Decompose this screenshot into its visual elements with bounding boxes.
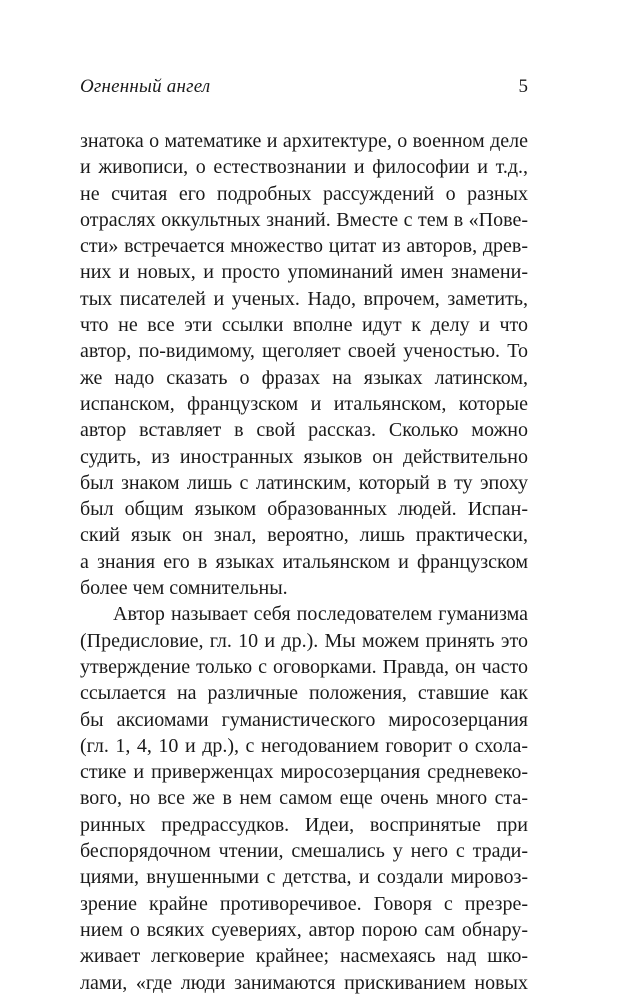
page-number: 5	[518, 76, 528, 97]
text-line: них и новых, и просто упоминаний имен знамени-	[80, 261, 528, 284]
text-line: что не все эти ссылки вполне идут к делу и что	[80, 314, 528, 337]
text-line: более чем сомнительны.	[80, 577, 288, 600]
text-line: сти» встречается множество цитат из авторов, древ-	[80, 235, 528, 258]
text-line: бы аксиомами гуманистического миросозерцания	[80, 708, 528, 731]
text-line: Автор называет себя последователем гуманизма	[113, 603, 528, 626]
text-line: тых писателей и ученых. Надо, впрочем, заметить,	[80, 287, 528, 310]
text-line: же надо сказать о фразах на языках латинском,	[80, 366, 528, 389]
text-line: автор вставляет в свой рассказ. Сколько можно	[80, 419, 528, 442]
text-line: нием о всяких суевериях, автор порою сам обнару-	[80, 918, 528, 941]
text-line: ссылается на различные положения, ставшие как	[80, 682, 528, 705]
running-head	[80, 76, 528, 100]
text-line: (гл. 1, 4, 10 и др.), с негодованием говорит о схола-	[80, 734, 528, 757]
paragraph-2	[80, 601, 528, 995]
text-line: ринных предрассудков. Идеи, воспринятые при	[80, 813, 528, 836]
text-line: автор, по-видимому, щеголяет своей ученостью. То	[80, 340, 528, 363]
text-line: циями, внушенными с детства, и создали мировоз-	[80, 866, 528, 889]
body-text	[80, 128, 528, 996]
running-title: Огненный ангел	[80, 76, 211, 97]
text-line: знатока о математике и архитектуре, о военном деле	[80, 130, 528, 152]
paragraph-1	[80, 128, 528, 601]
text-line: живает легковерие крайнее; насмехаясь над шко-	[80, 945, 528, 968]
text-line: судить, из иностранных языков он действительно	[80, 445, 528, 468]
text-line: был общим языком образованных людей. Испан-	[80, 498, 528, 521]
text-line: беспорядочном чтении, смешались у него с тради-	[80, 840, 528, 863]
text-line: стике и приверженцах миросозерцания средневеко-	[80, 761, 528, 784]
text-line: утверждение только с оговорками. Правда, он часто	[80, 655, 528, 678]
text-line: вого, но все же в нем самом еще очень много ста-	[80, 787, 528, 810]
text-line: испанском, французском и итальянском, которые	[80, 392, 528, 415]
text-line: и живописи, о естествознании и философии и т.д.,	[80, 156, 528, 179]
text-line: отраслях оккультных знаний. Вместе с тем в «Пове-	[80, 208, 528, 231]
text-line: лами, «где люди занимаются прискиванием новых	[80, 971, 528, 994]
text-line: а знания его в языках итальянском и французском	[80, 550, 528, 573]
text-line: был знаком лишь с латинским, который в ту эпоху	[80, 471, 528, 494]
text-line: зрение крайне противоречивое. Говоря с презре-	[80, 892, 528, 915]
text-line: не считая его подробных рассуждений о разных	[80, 182, 528, 205]
text-line: ский язык он знал, вероятно, лишь практически,	[80, 524, 528, 547]
text-line: (Предисловие, гл. 10 и др.). Мы можем принять это	[80, 629, 528, 652]
